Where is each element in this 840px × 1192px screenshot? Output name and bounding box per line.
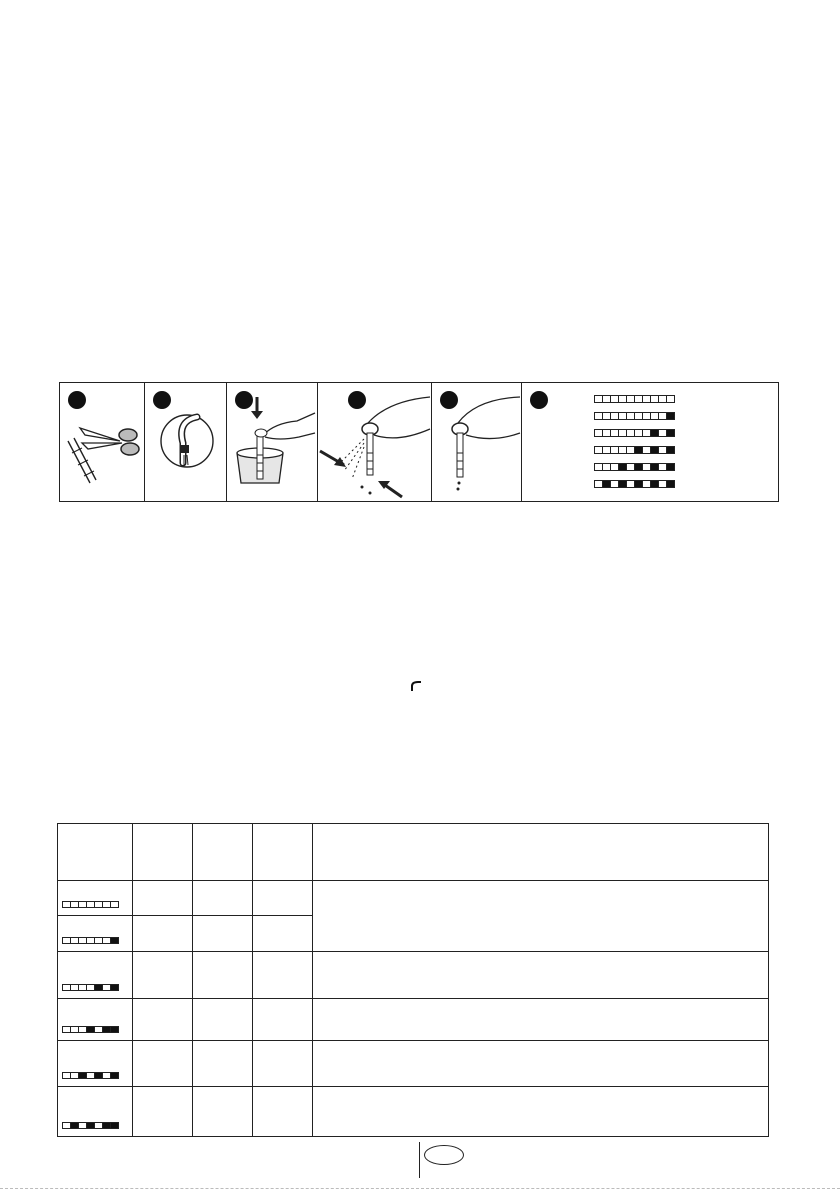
step-6-marker bbox=[530, 391, 548, 409]
language-badge bbox=[424, 1145, 464, 1165]
step-5-panel bbox=[432, 383, 522, 501]
filled-square bbox=[110, 1072, 119, 1079]
page-edge-line bbox=[0, 1188, 840, 1189]
test-strip-icon bbox=[62, 937, 118, 944]
filled-square bbox=[666, 429, 675, 437]
hook-icon bbox=[410, 680, 422, 692]
description-cell bbox=[313, 1040, 769, 1086]
filled-square bbox=[110, 1122, 119, 1129]
scissors-icon bbox=[60, 383, 145, 501]
table-row bbox=[58, 952, 769, 998]
result-scale-bar bbox=[594, 429, 674, 437]
table-cell bbox=[193, 1040, 253, 1086]
table-cell bbox=[253, 1086, 313, 1136]
table-cell bbox=[193, 952, 253, 998]
header-cell bbox=[253, 824, 313, 881]
table-row bbox=[58, 1086, 769, 1136]
description-cell bbox=[313, 1086, 769, 1136]
table-row bbox=[58, 881, 769, 916]
table-header-row bbox=[58, 824, 769, 881]
filled-square bbox=[110, 1026, 119, 1033]
hardness-table bbox=[57, 823, 769, 1137]
strip-cell bbox=[58, 881, 133, 916]
glass-icon bbox=[227, 383, 319, 501]
strip-cell bbox=[58, 1086, 133, 1136]
footer-divider bbox=[419, 1142, 420, 1178]
step-1-panel bbox=[60, 383, 145, 501]
table-cell bbox=[193, 1086, 253, 1136]
table-cell bbox=[253, 952, 313, 998]
result-scale-bar bbox=[594, 412, 674, 420]
filled-square bbox=[666, 412, 675, 420]
header-cell bbox=[313, 824, 769, 881]
filled-square bbox=[666, 446, 675, 454]
table-cell bbox=[133, 998, 193, 1040]
table-cell bbox=[253, 1040, 313, 1086]
description-cell bbox=[313, 998, 769, 1040]
table-row bbox=[58, 998, 769, 1040]
step-2-panel bbox=[145, 383, 227, 501]
empty-square bbox=[666, 395, 675, 403]
test-strip-icon bbox=[62, 1072, 118, 1079]
result-scale-bar bbox=[594, 463, 674, 471]
result-scale-bar bbox=[594, 446, 674, 454]
table-cell bbox=[193, 998, 253, 1040]
test-strip-instructions bbox=[59, 382, 779, 502]
shake-icon bbox=[318, 383, 432, 501]
strip-cell bbox=[58, 952, 133, 998]
table-cell bbox=[193, 916, 253, 952]
hold-icon bbox=[432, 383, 522, 501]
header-cell bbox=[133, 824, 193, 881]
strip-cell bbox=[58, 998, 133, 1040]
table-cell bbox=[133, 1040, 193, 1086]
table-cell bbox=[133, 952, 193, 998]
test-strip-icon bbox=[62, 1026, 118, 1033]
step-3-panel bbox=[227, 383, 319, 501]
table-row bbox=[58, 1040, 769, 1086]
table-cell bbox=[253, 998, 313, 1040]
table-cell bbox=[133, 916, 193, 952]
table-cell bbox=[133, 881, 193, 916]
step-6-panel bbox=[522, 383, 778, 501]
header-cell bbox=[58, 824, 133, 881]
description-cell bbox=[313, 952, 769, 998]
test-strip-icon bbox=[62, 984, 118, 991]
header-cell bbox=[193, 824, 253, 881]
table-cell bbox=[133, 1086, 193, 1136]
result-scale-bar bbox=[594, 480, 674, 488]
filled-square bbox=[110, 937, 119, 944]
step-4-panel bbox=[318, 383, 432, 501]
description-cell bbox=[313, 881, 769, 952]
filled-square bbox=[110, 984, 119, 991]
filled-square bbox=[666, 480, 675, 488]
result-scale-bar bbox=[594, 395, 674, 403]
empty-square bbox=[110, 901, 119, 908]
test-strip-icon bbox=[62, 901, 118, 908]
tap-icon bbox=[145, 383, 227, 501]
strip-cell bbox=[58, 1040, 133, 1086]
table-cell bbox=[193, 881, 253, 916]
table-cell bbox=[253, 916, 313, 952]
strip-cell bbox=[58, 916, 133, 952]
table-cell bbox=[253, 881, 313, 916]
filled-square bbox=[666, 463, 675, 471]
test-strip-icon bbox=[62, 1122, 118, 1129]
